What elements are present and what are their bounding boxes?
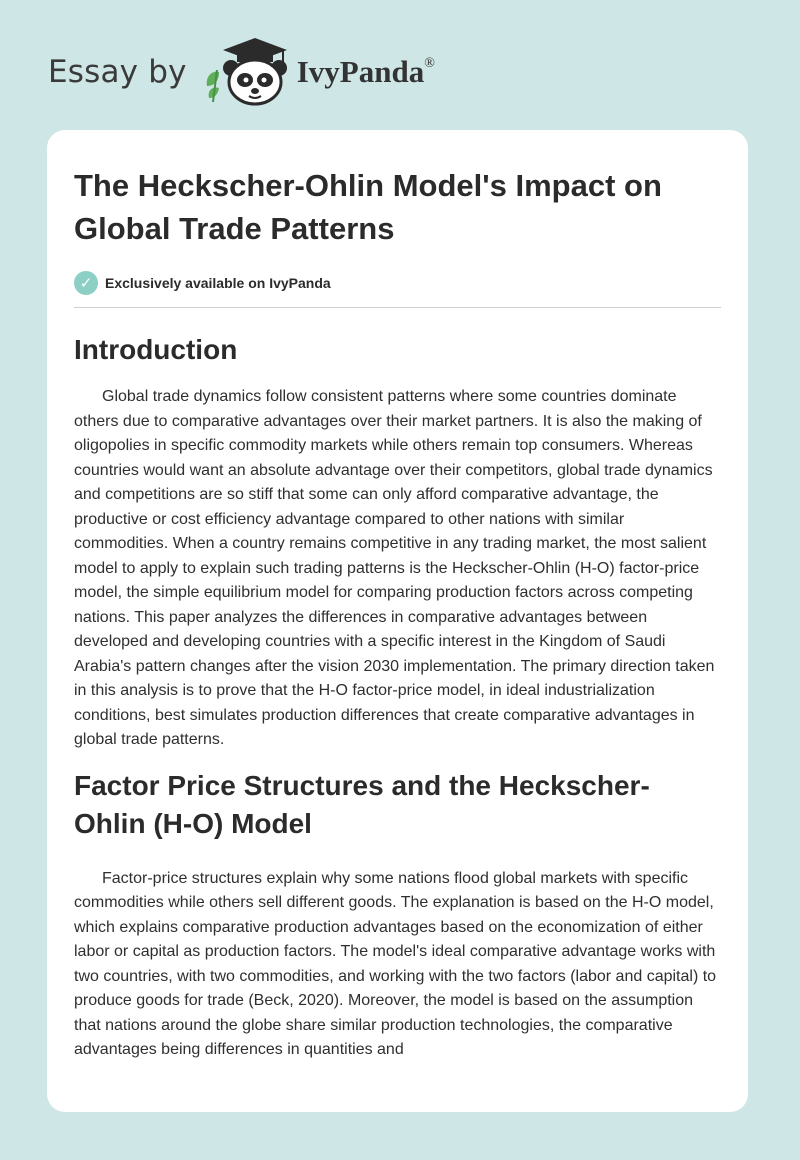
brand-name[interactable]: IvyPanda® bbox=[296, 54, 435, 89]
section-heading-factor-price: Factor Price Structures and the Heckscher-Ohlin (H-O) Model bbox=[74, 769, 650, 839]
exclusive-badge bbox=[74, 270, 721, 296]
badge-label: Exclusively available on IvyPanda bbox=[105, 275, 331, 291]
check-icon: ✓ bbox=[74, 271, 98, 295]
article-title: The Heckscher-Ohlin Model's Impact on Global Trade Patterns bbox=[74, 168, 662, 246]
section-body-factor-price: Factor-price structures explain why some nations flood global markets with specific commodities while others sell different goods. The explanation is based on the H-O model, which explains comparative production advantages based on the economization of either labor or capital as production factors. The model's ideal comparative advantage works with two countries, with two commodities, and working with the two factors (labor and capital) to produce goods for trade (Beck, 2020). Moreover, the model is based on the assumption that nations around the globe share similar production technologies, the comparative advantages being differences in quantities and bbox=[74, 869, 717, 1058]
divider bbox=[74, 307, 721, 308]
essay-by-label: Essay by bbox=[48, 54, 187, 90]
article-card bbox=[47, 130, 748, 1112]
site-header bbox=[48, 36, 435, 108]
section-body-introduction: Global trade dynamics follow consistent patterns where some countries dominate others due to comparative advantages over their market partners. It is also the making of oligopolies in specific commodity markets while others remain top consumers. Whereas countries would want an absolute advantage over their competitors, global trade dynamics and competitions are so stiff that some can only afford comparative advantage, the productive or cost efficiency advantage compared to other nations with similar commodities. When a country remains competitive in any trading market, the most salient model to apply to explain such trading patterns is the Heckscher-Ohlin (H-O) factor-price model, the simple equilibrium model for comparing production factors across competing nations. This paper analyzes the differences in comparative advantages between developed and developing countries with a specific interest in the Kingdom of Saudi Arabia's pattern changes after the vision 2030 implementation. The primary direction taken in this analysis is to prove that the H-O factor-price model, in ideal industrialization conditions, best simulates production differences that create comparative advantages in global trade patterns. bbox=[74, 388, 715, 748]
section-heading-introduction: Introduction bbox=[74, 334, 238, 365]
panda-graduate-icon[interactable] bbox=[203, 36, 293, 108]
